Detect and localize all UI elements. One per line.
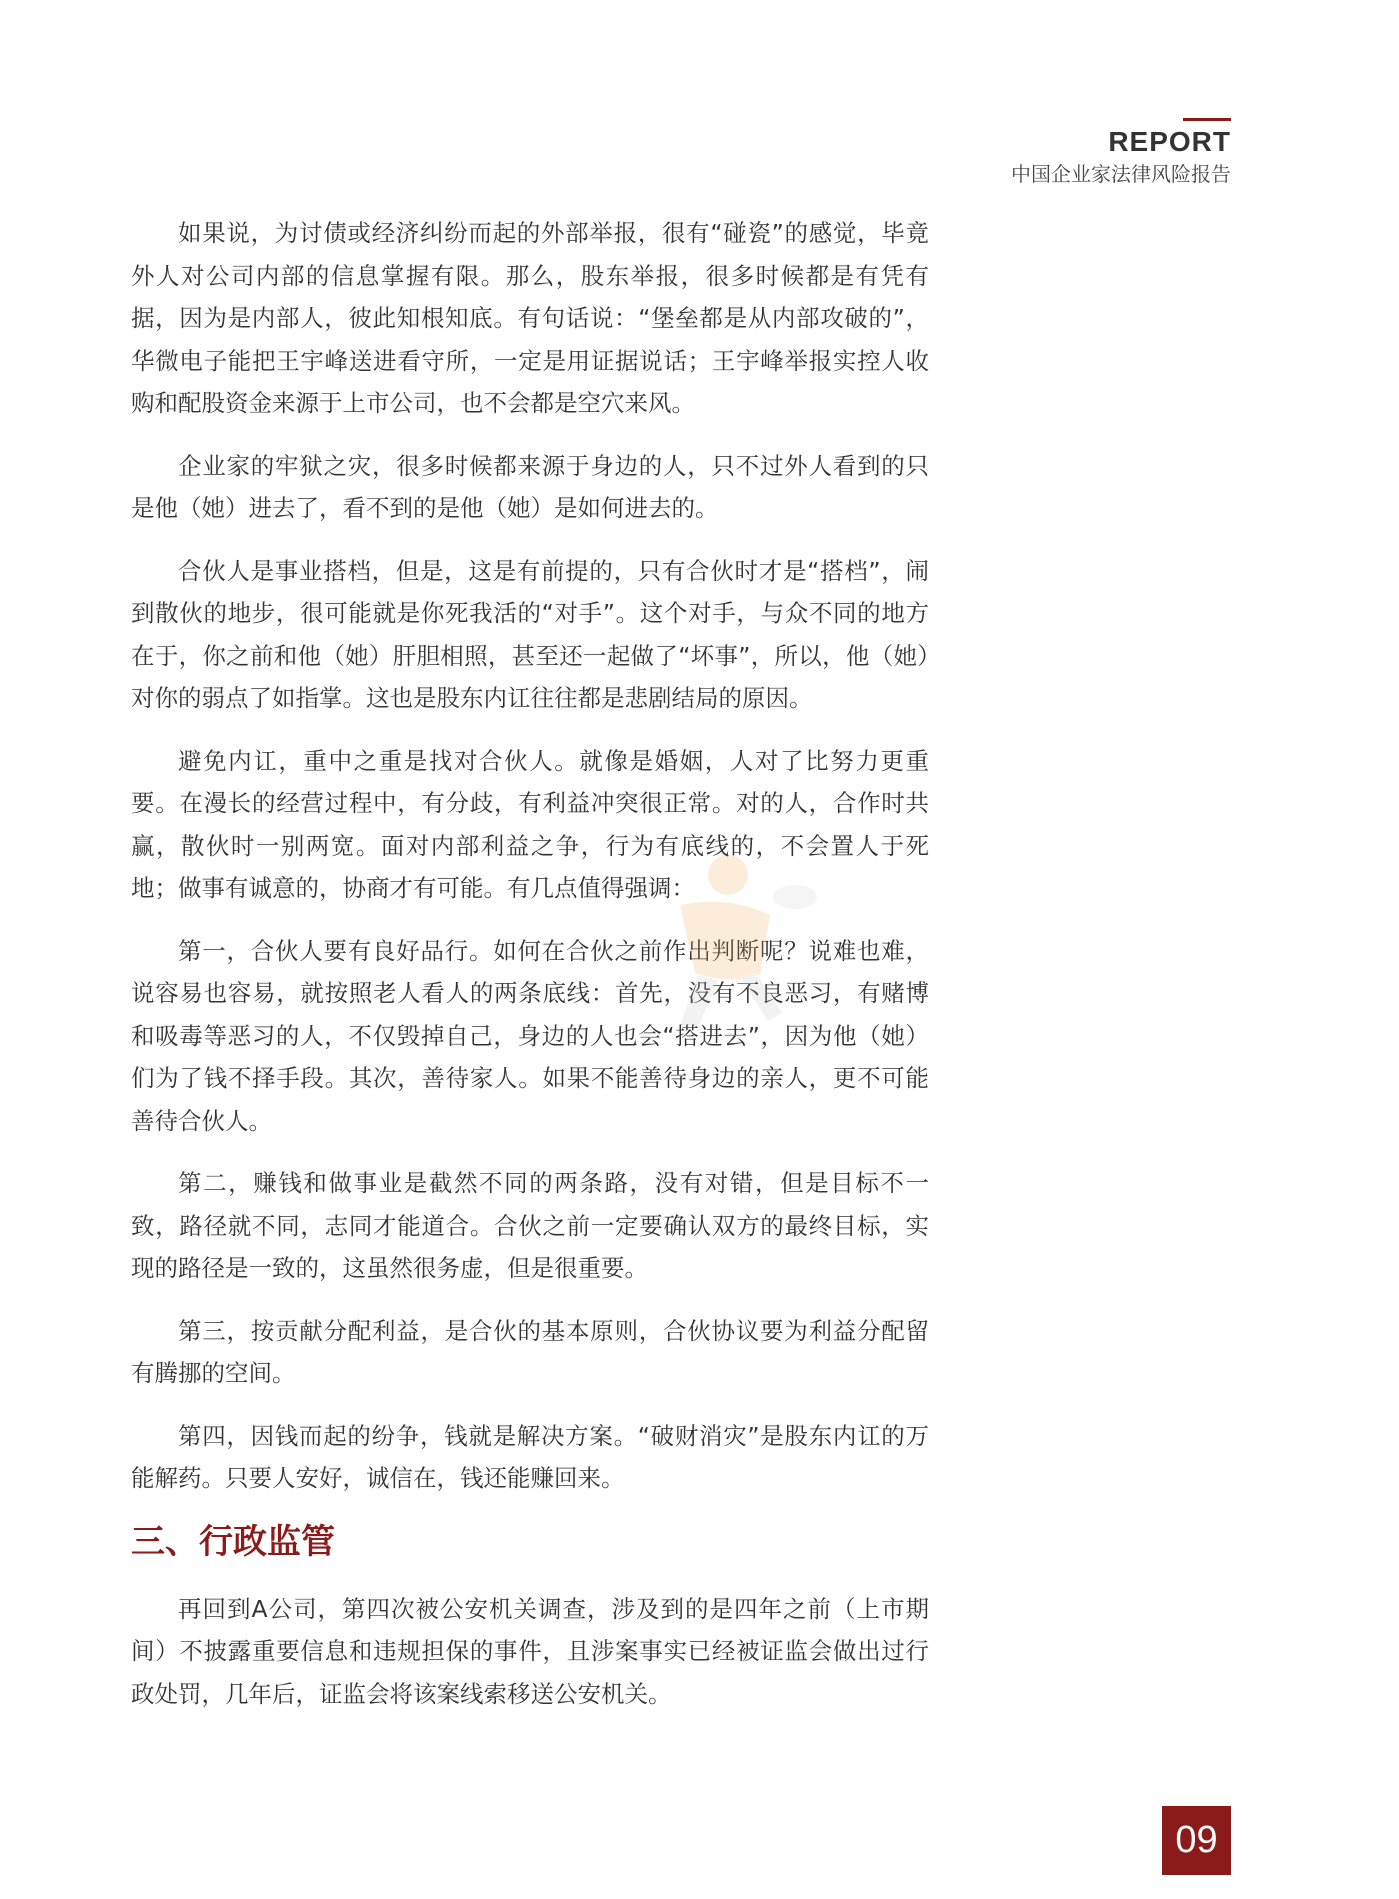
report-header xyxy=(1011,118,1231,188)
paragraph-8: 第四，因钱而起的纷争，钱就是解决方案。“破财消灾”是股东内讧的万能解药。只要人安好，诚信在，钱还能赚回来。 xyxy=(131,1421,929,1492)
paragraph-7: 第三，按贡献分配利益，是合伙的基本原则，合伙协议要为利益分配留有腾挪的空间。 xyxy=(131,1316,929,1387)
paragraph-2: 企业家的牢狱之灾，很多时候都来源于身边的人，只不过外人看到的只是他（她）进去了，看不到的是他（她）是如何进去的。 xyxy=(131,451,929,522)
article-body xyxy=(131,212,929,1735)
paragraph-6: 第二，赚钱和做事业是截然不同的两条路，没有对错，但是目标不一致，路径就不同，志同才能道合。合伙之前一定要确认双方的最终目标，实现的路径是一致的，这虽然很务虚，但是很重要。 xyxy=(131,1169,929,1282)
paragraph-4: 避免内讧，重中之重是找对合伙人。就像是婚姻，人对了比努力更重要。在漫长的经营过程中，有分歧，有利益冲突很正常。对的人，合作时共赢，散伙时一别两宽。面对内部利益之争，行为有底线的，不会置人于死地；做事有诚意的，协商才有可能。有几点值得强调： xyxy=(131,746,929,902)
report-label: REPORT xyxy=(1108,126,1231,157)
paragraph-3: 合伙人是事业搭档，但是，这是有前提的，只有合伙时才是“搭档”，闹到散伙的地步，很可能就是你死我活的“对手”。这个对手，与众不同的地方在于，你之前和他（她）肝胆相照，甚至还一起做了“坏事”，所以，他（她）对你的弱点了如指掌。这也是股东内讧往往都是悲剧结局的原因。 xyxy=(131,556,929,712)
paragraph-1: 如果说，为讨债或经济纠纷而起的外部举报，很有“碰瓷”的感觉，毕竟外人对公司内部的信息掌握有限。那么，股东举报，很多时候都是有凭有据，因为是内部人，彼此知根知底。有句话说：“堡垒都是从内部攻破的”，华微电子能把王宇峰送进看守所，一定是用证据说话；王宇峰举报实控人收购和配股资金来源于上市公司，也不会都是空穴来风。 xyxy=(131,219,929,417)
section-heading: 三、行政监管 xyxy=(131,1521,335,1562)
paragraph-5: 第一，合伙人要有良好品行。如何在合伙之前作出判断呢？说难也难，说容易也容易，就按照老人看人的两条底线：首先，没有不良恶习，有赌博和吸毒等恶习的人，不仅毁掉自己，身边的人也会“搭进去”，因为他（她）们为了钱不择手段。其次，善待家人。如果不能善待身边的亲人，更不可能善待合伙人。 xyxy=(131,936,929,1135)
header-accent-rule xyxy=(1183,118,1231,121)
section-paragraph: 再回到A公司，第四次被公安机关调查，涉及到的是四年之前（上市期间）不披露重要信息和违规担保的事件，且涉案事实已经被证监会做出过行政处罚，几年后，证监会将该案线索移送公安机关。 xyxy=(131,1594,929,1708)
page-number: 09 xyxy=(1162,1806,1231,1875)
report-subtitle: 中国企业家法律风险报告 xyxy=(1011,162,1231,186)
